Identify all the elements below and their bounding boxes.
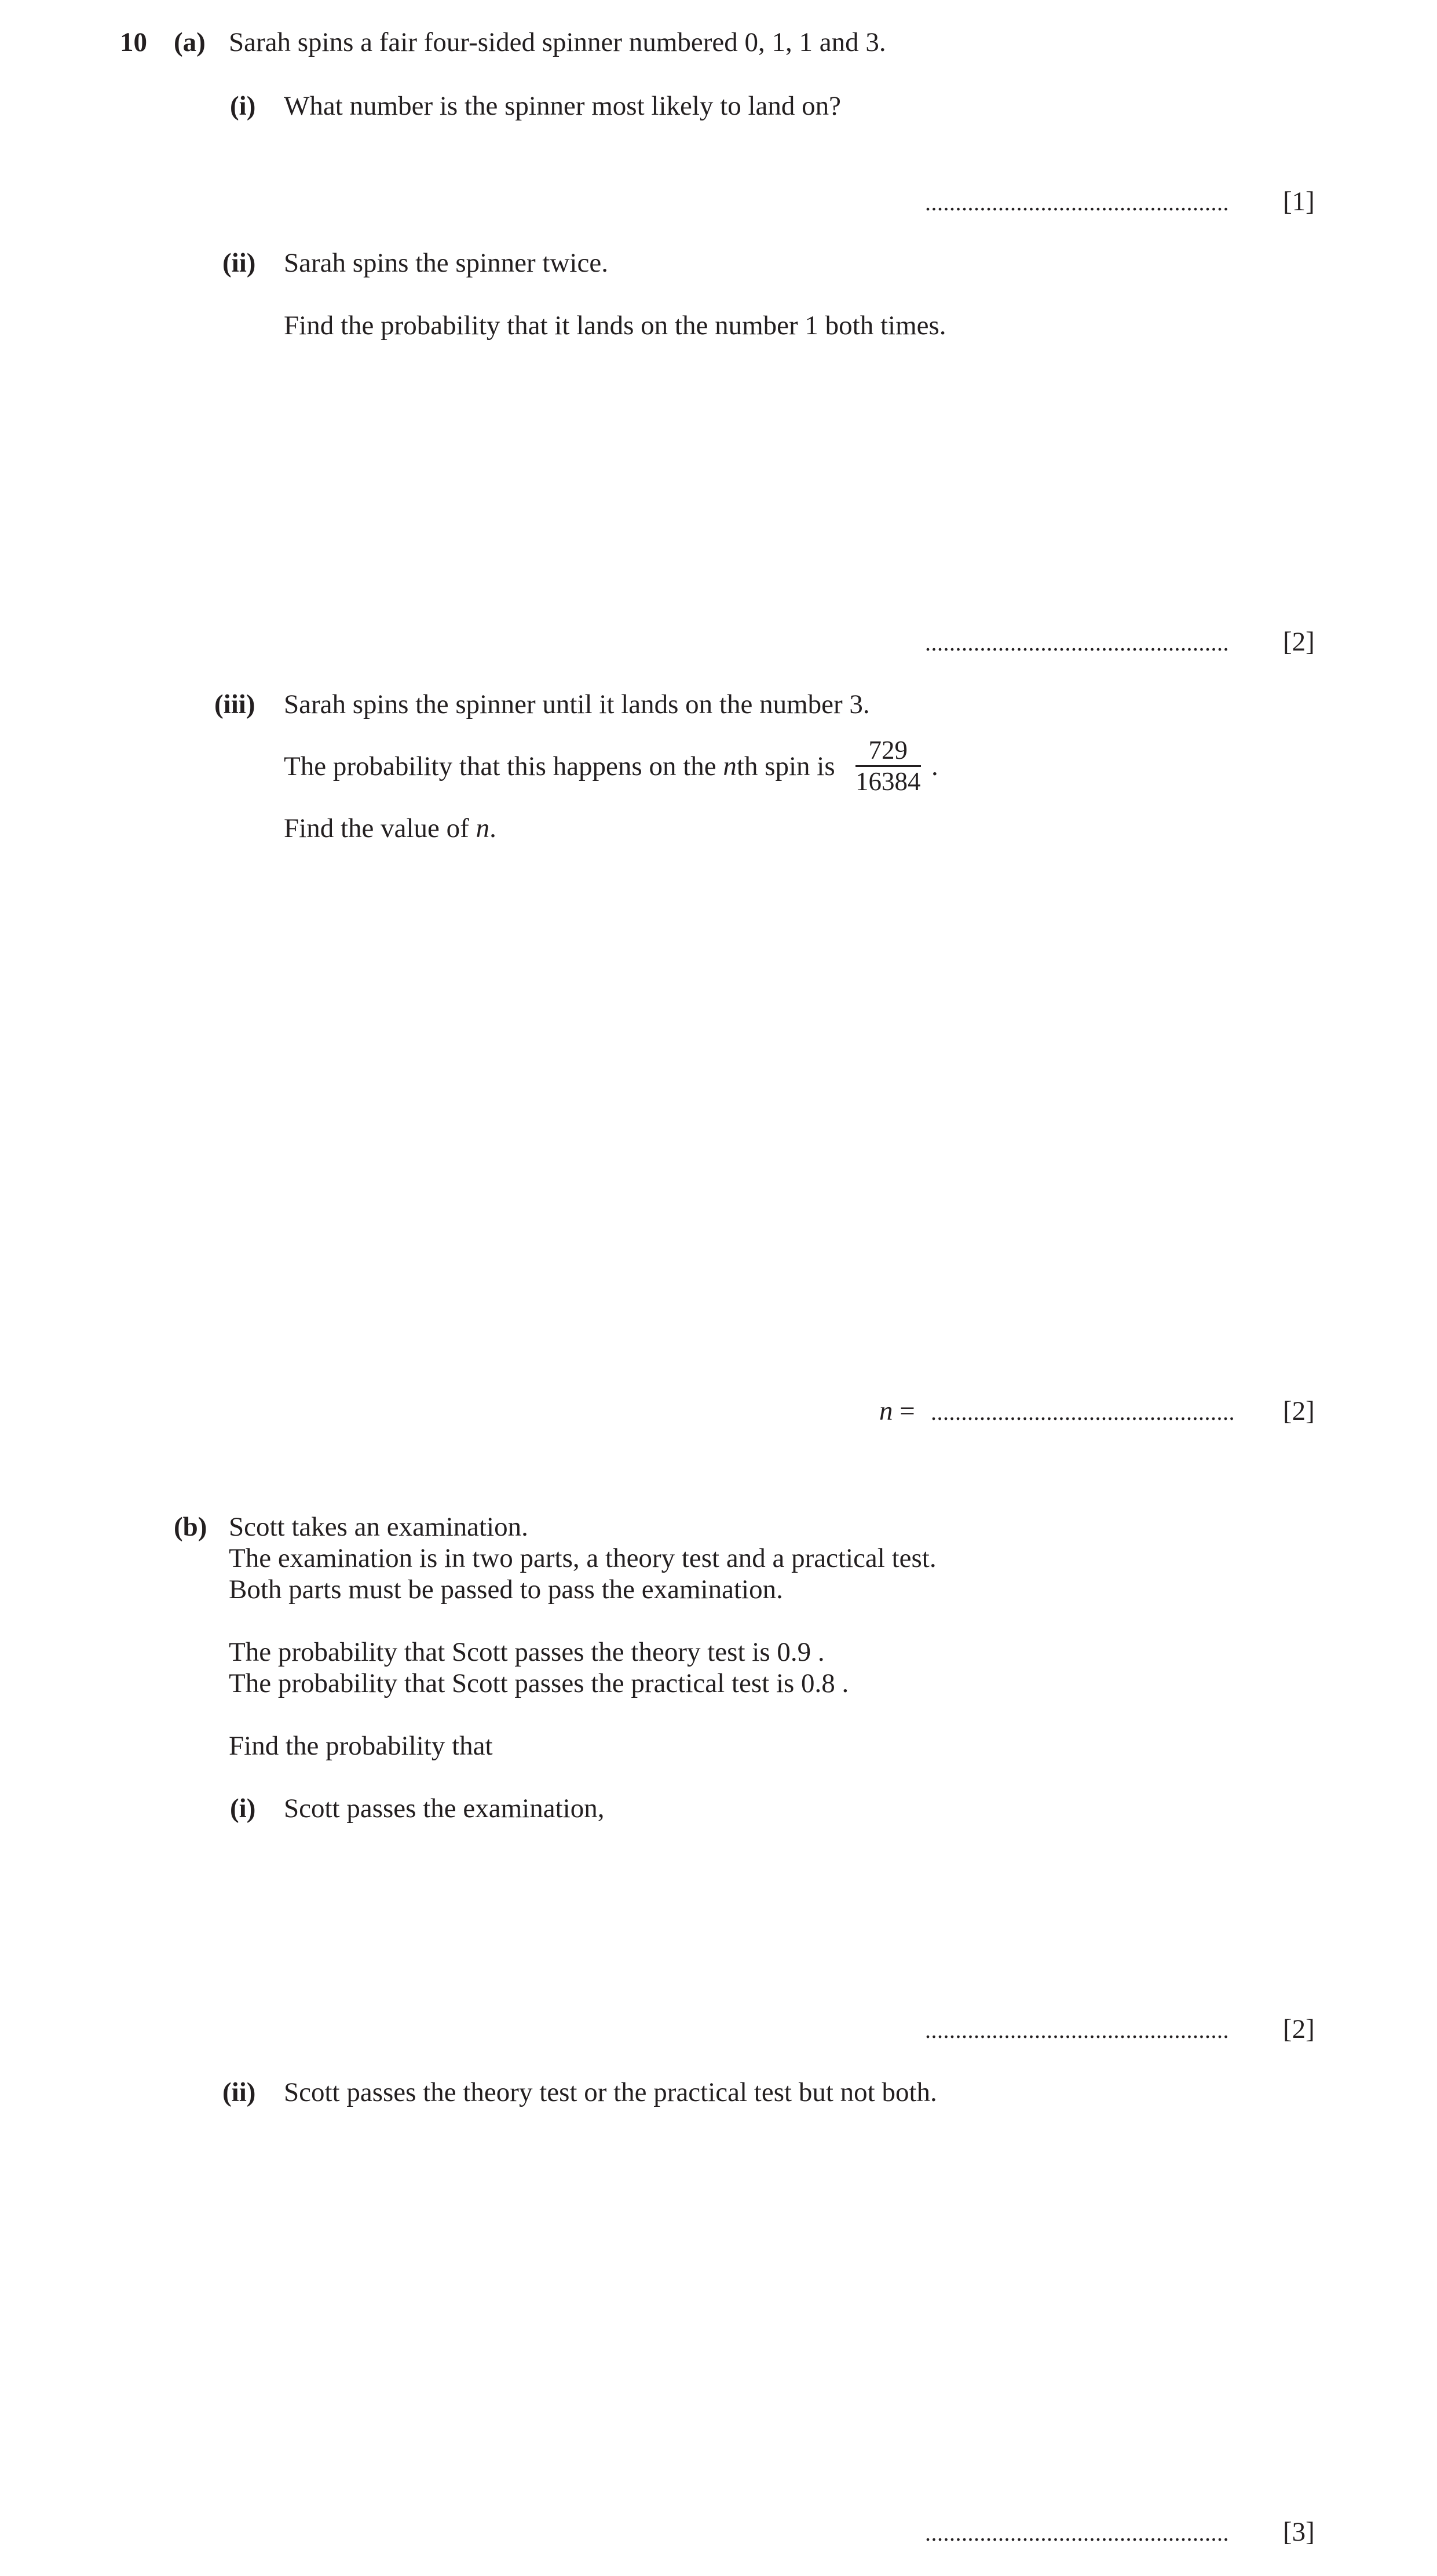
question-number: 10 bbox=[120, 27, 147, 57]
part-b-line6: Find the probability that bbox=[229, 1731, 493, 1761]
part-b-line1: Scott takes an examination. bbox=[229, 1512, 528, 1542]
probability-fraction bbox=[855, 737, 921, 796]
part-a-iii-text2-after: th spin is bbox=[736, 751, 835, 781]
part-b-line5: The probability that Scott passes the practical test is 0.8 . bbox=[229, 1668, 849, 1698]
part-a-i-text: What number is the spinner most likely to land on? bbox=[284, 91, 842, 121]
variable-n: n bbox=[476, 813, 490, 843]
part-b-ii-text: Scott passes the theory test or the practical test but not both. bbox=[284, 2077, 937, 2107]
part-a-ii-text1: Sarah spins the spinner twice. bbox=[284, 248, 608, 278]
variable-n: n bbox=[879, 1396, 893, 1426]
part-b-line3: Both parts must be passed to pass the examination. bbox=[229, 1574, 783, 1605]
fraction-denominator: 16384 bbox=[855, 767, 921, 796]
fraction-numerator: 729 bbox=[855, 737, 921, 767]
part-a-ii-text2: Find the probability that it lands on the number 1 both times. bbox=[284, 310, 946, 341]
part-b-ii-answer-line[interactable]: .................................................. bbox=[925, 2520, 1229, 2546]
equals-sign: = bbox=[900, 1396, 915, 1426]
part-a-iii-text3-before: Find the value of bbox=[284, 813, 476, 843]
part-a-i-label: (i) bbox=[230, 91, 256, 121]
part-b-label: (b) bbox=[174, 1512, 207, 1542]
part-a-iii-text3 bbox=[284, 815, 496, 842]
part-b-ii-marks: [3] bbox=[1283, 2517, 1315, 2547]
part-a-iii-text2-end: . bbox=[931, 751, 938, 781]
part-b-i-text: Scott passes the examination, bbox=[284, 1793, 605, 1824]
part-a-iii-text3-end: . bbox=[489, 813, 496, 843]
part-a-i-marks: [1] bbox=[1283, 187, 1315, 217]
variable-n: n bbox=[723, 751, 737, 781]
part-a-i-answer-line[interactable]: .................................................. bbox=[925, 189, 1229, 215]
part-a-iii-label: (iii) bbox=[214, 689, 255, 719]
part-a-iii-marks: [2] bbox=[1283, 1396, 1315, 1426]
part-b-ii-label: (ii) bbox=[222, 2077, 256, 2107]
part-a-stem: Sarah spins a fair four-sided spinner numbered 0, 1, 1 and 3. bbox=[229, 27, 886, 57]
part-b-line2: The examination is in two parts, a theory test and a practical test. bbox=[229, 1543, 937, 1573]
part-b-i-label: (i) bbox=[230, 1793, 256, 1824]
part-a-ii-label: (ii) bbox=[222, 248, 256, 278]
part-b-line4: The probability that Scott passes the theory test is 0.9 . bbox=[229, 1637, 825, 1667]
part-a-iii-answer-prefix bbox=[879, 1398, 915, 1425]
part-a-ii-answer-line[interactable]: .................................................. bbox=[925, 630, 1229, 656]
part-a-iii-text1: Sarah spins the spinner until it lands on the number 3. bbox=[284, 689, 870, 719]
part-b-i-answer-line[interactable]: .................................................. bbox=[925, 2017, 1229, 2043]
part-a-iii-text2 bbox=[284, 753, 835, 780]
part-a-label: (a) bbox=[174, 27, 206, 57]
part-a-ii-marks: [2] bbox=[1283, 627, 1315, 657]
part-a-iii-text2-before: The probability that this happens on the bbox=[284, 751, 723, 781]
part-b-i-marks: [2] bbox=[1283, 2014, 1315, 2044]
part-a-iii-answer-line[interactable]: .................................................. bbox=[931, 1399, 1235, 1425]
